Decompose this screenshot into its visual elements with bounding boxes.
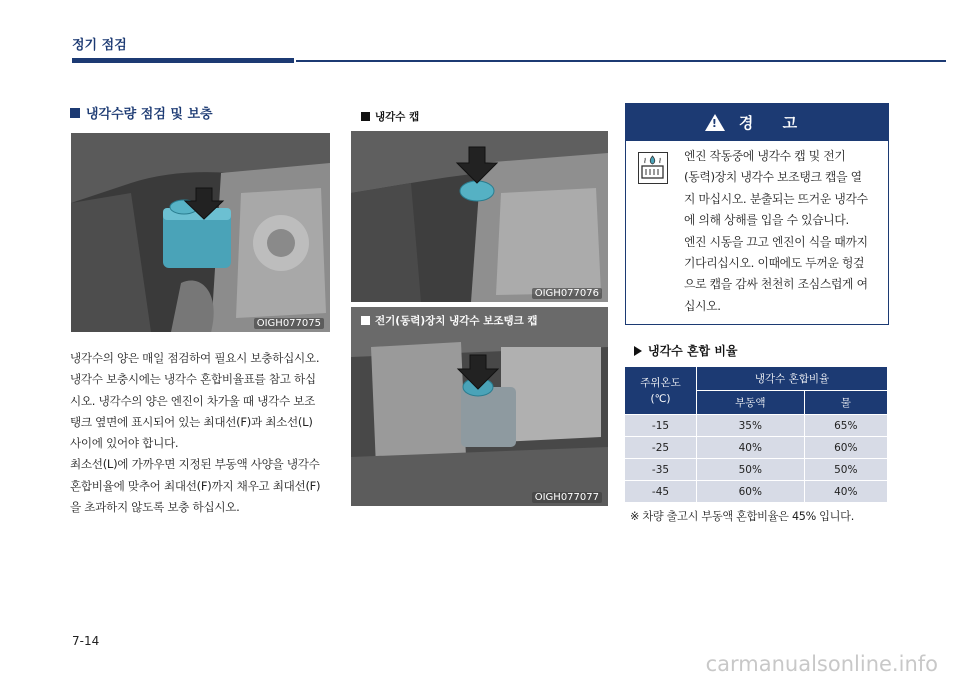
table-row [625,481,888,503]
table-cell: -25 [625,437,697,459]
coolant-cap-photo [351,103,608,302]
photo-label [361,313,538,328]
body-text [70,348,332,518]
table-row [625,437,888,459]
footnote: ※ 차량 출고시 부동액 혼합비율은 45% 입니다. [630,510,854,523]
warning-line: 으로 캡을 감싸 천천히 조심스럽게 여 [684,277,868,292]
table-cell: 40% [804,481,887,503]
hot-coolant-warning-icon [638,152,668,184]
header-bar-thick [72,58,294,63]
table-cell: 50% [804,459,887,481]
col-mix-header: 냉각수 혼합비율 [697,367,888,391]
cap-illustration [351,103,608,302]
warning-line: 기다리십시오. 이때에도 두꺼운 헝겊 [684,256,865,271]
body-line: 시오. 냉각수의 양은 엔진이 차가울 때 냉각수 보조 [70,393,316,408]
table-cell: -45 [625,481,697,503]
warning-text [684,146,884,317]
body-line: 냉각수의 양은 매일 점검하여 필요시 보충하십시오. [70,351,320,365]
col-water-header: 물 [804,391,887,415]
engine-illustration [71,133,330,332]
table-cell: 50% [697,459,805,481]
section-heading-text: 냉각수량 점검 및 보충 [86,107,213,122]
ratio-heading [634,342,738,359]
table-cell: 35% [697,415,805,437]
warning-box [625,103,889,325]
engine-photo-main [71,133,330,332]
body-line: 사이에 있어야 합니다. [70,436,179,451]
table-cell: -35 [625,459,697,481]
square-bullet-icon [361,112,370,121]
photo-label-text: 냉각수 캡 [375,111,420,123]
reservoir-cap-photo [351,307,608,506]
warning-line: 에 의해 상해를 입을 수 있습니다. [684,213,849,228]
col-temp-label: 주위온도 [640,376,681,389]
warning-line: 엔진 작동중에 냉각수 캡 및 전기 [684,149,846,163]
body-line: 탱크 옆면에 표시되어 있는 최대선(F)과 최소선(L) [70,414,313,429]
warning-triangle-icon: ! [705,114,725,131]
section-heading [70,103,213,122]
table-row [625,415,888,437]
square-bullet-icon [361,316,370,325]
warning-line: 엔진 시동을 끄고 엔진이 식을 때까지 [684,234,868,249]
table-cell: 60% [697,481,805,503]
photo-label [361,109,419,124]
photo-code: OIGH077076 [532,288,602,299]
reservoir-illustration [351,307,608,506]
table-cell: 60% [804,437,887,459]
warning-line: 지 마십시오. 분출되는 뜨거운 냉각수 [684,191,868,206]
body-line: 을 초과하지 않도록 보충 하십시오. [70,500,240,515]
body-line: 최소선(L)에 가까우면 지정된 부동액 사양을 냉각수 [70,457,320,472]
square-bullet-icon [70,108,80,118]
table-cell: -15 [625,415,697,437]
photo-code: OIGH077075 [254,318,324,329]
col-temp-header [625,367,697,415]
warning-line: 십시오. [684,298,721,313]
ratio-heading-text: 냉각수 혼합 비율 [648,344,738,358]
header-bar-thin [296,60,946,62]
triangle-bullet-icon [634,346,642,356]
photo-label-text: 전기(동력)장치 냉각수 보조탱크 캡 [375,315,538,327]
col-temp-unit: (℃) [650,392,671,405]
warning-title: 경 고 [738,114,810,132]
col-antifreeze-header: 부동액 [697,391,805,415]
coolant-ratio-table [624,366,888,503]
page-number: 7-14 [72,634,100,648]
body-line: 혼합비율에 맞추어 최대선(F)까지 채우고 최대선(F) [70,478,321,493]
warning-line: (동력)장치 냉각수 보조탱크 캡을 열 [684,170,862,185]
table-row [625,459,888,481]
body-line: 냉각수 보충시에는 냉각수 혼합비율표를 참고 하십 [70,372,316,387]
header-title: 정기 점검 [72,38,127,53]
table-cell: 65% [804,415,887,437]
watermark: carmanualsonline.info [705,652,938,676]
photo-code: OIGH077077 [532,492,602,503]
warning-header [626,104,888,141]
table-cell: 40% [697,437,805,459]
